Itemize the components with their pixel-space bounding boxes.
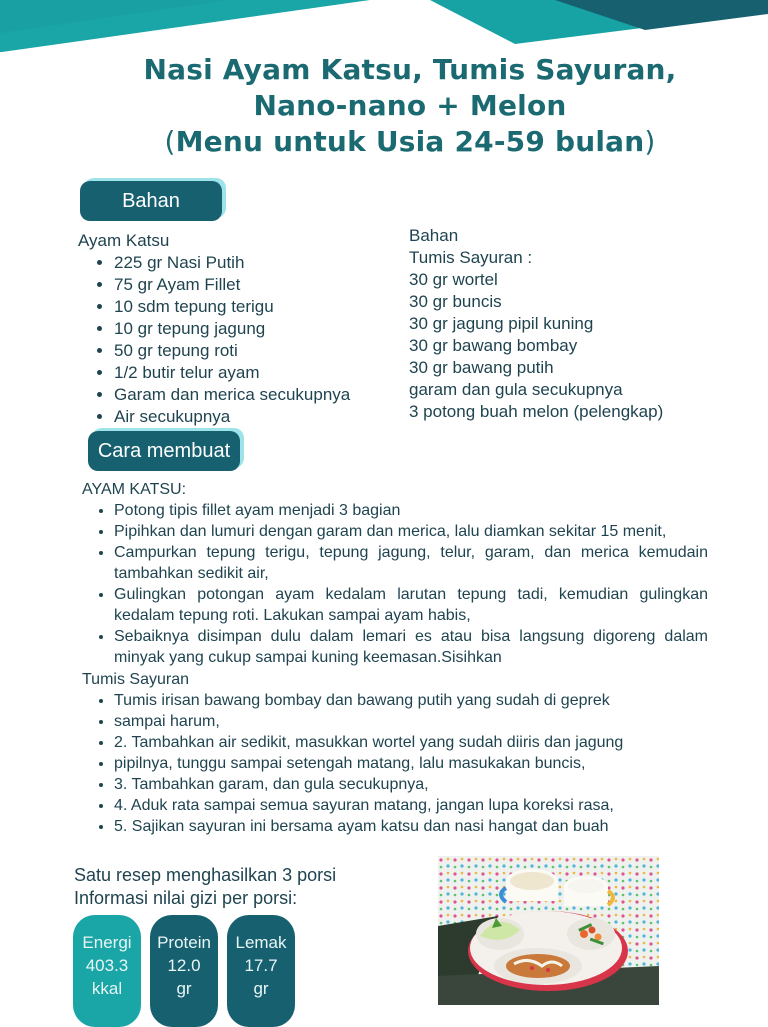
step-item: • 4. Aduk rata sampai semua sayuran matang, jangan lupa koreksi rasa, (114, 795, 708, 816)
step-item: • Campurkan tepung terigu, tepung jagung, telur, garam, dan merica kemudain tambahkan sedikit air, (114, 542, 708, 584)
bahan-label: Bahan (80, 181, 222, 221)
top-banner (0, 0, 768, 60)
step-item: • 2. Tambahkan air sedikit, masukkan wortel yang sudah diiris dan jagung (114, 732, 708, 753)
step-item: • Sebaiknya disimpan dulu dalam lemari es atau bisa langsung digoreng dalam minyak yang cukup sampai kuning keemasan.Sisihkan (114, 626, 708, 668)
nutrition-fat-badge (227, 915, 295, 1027)
nutrition-energy-badge (73, 915, 141, 1027)
ingredient-item: • 10 sdm tepung terigu (114, 296, 398, 318)
katsu-steps-heading: AYAM KATSU: (82, 481, 187, 498)
tumis-step-list (82, 690, 708, 837)
ayam-katsu-heading: Ayam Katsu (78, 231, 170, 250)
serving-yield: Satu resep menghasilkan 3 porsi (74, 865, 337, 885)
ingredient-item: 30 gr bawang putih (409, 358, 554, 377)
nutrition-name: Energi (82, 933, 132, 952)
nutrition-value: 12.0 (167, 956, 201, 975)
close-paren: ) (644, 125, 656, 158)
step-item: • 3. Tambahkan garam, dan gula secukupnya, (114, 774, 708, 795)
nutrition-name: Protein (157, 933, 211, 952)
katsu-steps (82, 479, 708, 668)
tumis-heading-bahan: Bahan (409, 226, 459, 245)
nutrition-unit: kkal (91, 979, 123, 998)
ingredient-item: 3 potong buah melon (pelengkap) (409, 402, 664, 421)
cara-membuat-label: Cara membuat (88, 431, 240, 471)
ingredient-item: 30 gr buncis (409, 292, 502, 311)
ingredient-item: • 225 gr Nasi Putih (114, 252, 398, 274)
ingredient-item: 30 gr jagung pipil kuning (409, 314, 594, 333)
tumis-ingredients (409, 225, 739, 423)
title-line-3 (60, 124, 760, 160)
title-line-1: Nasi Ayam Katsu, Tumis Sayuran, (143, 53, 677, 86)
nutrition-name: Lemak (235, 933, 287, 952)
step-item: • Pipihkan dan lumuri dengan garam dan merica, lalu diamkan sekitar 15 menit, (114, 521, 708, 542)
page-title (60, 52, 760, 160)
nutrition-unit: gr (253, 979, 269, 998)
katsu-step-list (82, 500, 708, 668)
ingredient-item: • 1/2 butir telur ayam (114, 362, 398, 384)
nutrition-protein-badge (150, 915, 218, 1027)
food-photo (438, 856, 659, 1005)
ingredient-item: garam dan gula secukupnya (409, 380, 623, 399)
tumis-steps-heading: Tumis Sayuran (82, 671, 189, 688)
ingredient-item: • Air secukupnya (114, 406, 398, 428)
ayam-katsu-list (78, 252, 398, 428)
ingredient-item: • 50 gr tepung roti (114, 340, 398, 362)
ingredient-item: 30 gr bawang bombay (409, 336, 578, 355)
serving-info (74, 864, 336, 910)
food-photo-illustration (438, 856, 659, 1005)
ingredient-item: 30 gr wortel (409, 270, 498, 289)
ingredient-item: • Garam dan merica secukupnya (114, 384, 398, 406)
step-item: • 5. Sajikan sayuran ini bersama ayam katsu dan nasi hangat dan buah (114, 816, 708, 837)
open-paren: ( (164, 125, 176, 158)
nutrition-value: 17.7 (244, 956, 278, 975)
step-item: • Potong tipis fillet ayam menjadi 3 bagian (114, 500, 708, 521)
tumis-list (409, 269, 739, 423)
serving-nutrition-heading: Informasi nilai gizi per porsi: (74, 888, 298, 908)
title-age-text: Menu untuk Usia 24-59 bulan (175, 125, 645, 158)
nutrition-unit: gr (176, 979, 192, 998)
step-item: • Gulingkan potongan ayam kedalam larutan tepung tadi, kemudian gulingkan kedalam tepung roti. Lakukan sampai ayam habis, (114, 584, 708, 626)
ayam-katsu-ingredients (78, 230, 398, 428)
step-item: • pipilnya, tunggu sampai setengah matang, lalu masukakan buncis, (114, 753, 708, 774)
tumis-heading: Tumis Sayuran : (409, 248, 533, 267)
tumis-steps (82, 669, 708, 837)
step-item: • sampai harum, (114, 711, 708, 732)
ingredient-item: • 75 gr Ayam Fillet (114, 274, 398, 296)
nutrition-value: 403.3 (85, 956, 129, 975)
ingredient-item: • 10 gr tepung jagung (114, 318, 398, 340)
step-item: • Tumis irisan bawang bombay dan bawang putih yang sudah di geprek (114, 690, 708, 711)
title-line-2: Nano-nano + Melon (253, 89, 567, 122)
